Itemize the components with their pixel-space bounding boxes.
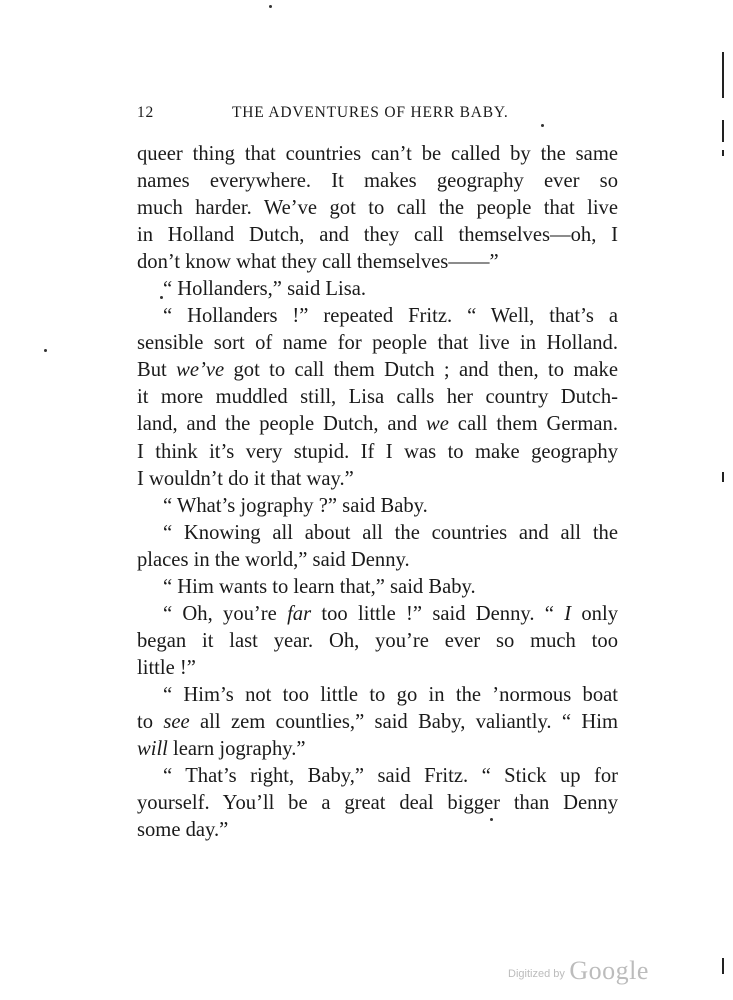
scan-speck: [490, 818, 493, 821]
text-line: “ Him’s not too little to go in the ’normous boat: [163, 683, 618, 706]
text-line: began it last year. Oh, you’re ever so much too: [137, 629, 618, 652]
text-line: land, and the people Dutch, and we call them German.: [137, 413, 618, 436]
text-line: “ That’s right, Baby,” said Fritz. “ Stick up for: [163, 765, 618, 788]
text-line: sensible sort of name for people that live in Holland.: [137, 332, 618, 355]
scan-edge-mark: [722, 472, 724, 482]
text-line: I wouldn’t do it that way.”: [137, 467, 354, 490]
scan-speck: [44, 349, 47, 352]
text-line: little !”: [137, 656, 196, 679]
text-line: queer thing that countries can’t be called by the same: [137, 143, 618, 165]
scan-edge-mark: [722, 120, 724, 142]
scan-edge-mark: [722, 52, 724, 98]
text-line: names everywhere. It makes geography ever so: [137, 170, 618, 193]
scan-edge-mark: [722, 150, 724, 156]
text-line: much harder. We’ve got to call the people that live: [137, 197, 618, 220]
text-line: “ Oh, you’re far too little !” said Denny. “ I only: [163, 602, 618, 625]
emphasis: see: [163, 710, 190, 733]
text-line: some day.”: [137, 819, 229, 842]
google-logo: Google: [569, 956, 649, 985]
text-line: “ Knowing all about all the countries and all the: [163, 521, 618, 544]
scan-speck: [269, 5, 272, 8]
text-line: will learn jography.”: [137, 738, 306, 761]
scan-speck: [541, 124, 544, 127]
text-line: yourself. You’ll be a great deal bigger than Denny: [137, 792, 618, 815]
emphasis: will: [137, 738, 168, 761]
emphasis: we: [426, 413, 449, 436]
page-number: 12: [137, 104, 155, 121]
emphasis: we’ve: [176, 359, 225, 382]
text-line: it more muddled still, Lisa calls her country Dutch-: [137, 386, 618, 409]
scan-edge-mark: [722, 958, 724, 974]
text-line: “ Hollanders !” repeated Fritz. “ Well, that’s a: [163, 305, 618, 328]
text-line: “ Hollanders,” said Lisa.: [163, 278, 367, 301]
running-title: THE ADVENTURES OF HERR BABY.: [232, 104, 509, 121]
text-line: But we’ve got to call them Dutch ; and then, to make: [137, 359, 618, 382]
text-line: places in the world,” said Denny.: [137, 548, 410, 571]
emphasis: I: [564, 602, 572, 625]
google-watermark: [508, 956, 649, 986]
text-line: “ What’s jography ?” said Baby.: [163, 494, 428, 517]
digitized-by-label: Digitized by: [508, 968, 565, 980]
text-line: don’t know what they call themselves——”: [137, 251, 499, 274]
text-line: “ Him wants to learn that,” said Baby.: [163, 575, 476, 598]
scan-speck: [160, 296, 163, 299]
body-text: [137, 141, 618, 844]
text-line: I think it’s very stupid. If I was to make geography: [137, 440, 618, 463]
emphasis: far: [287, 602, 312, 625]
text-line: to see all zem countlies,” said Baby, valiantly. “ Him: [137, 710, 618, 733]
text-line: in Holland Dutch, and they call themselves—oh, I: [137, 224, 618, 247]
